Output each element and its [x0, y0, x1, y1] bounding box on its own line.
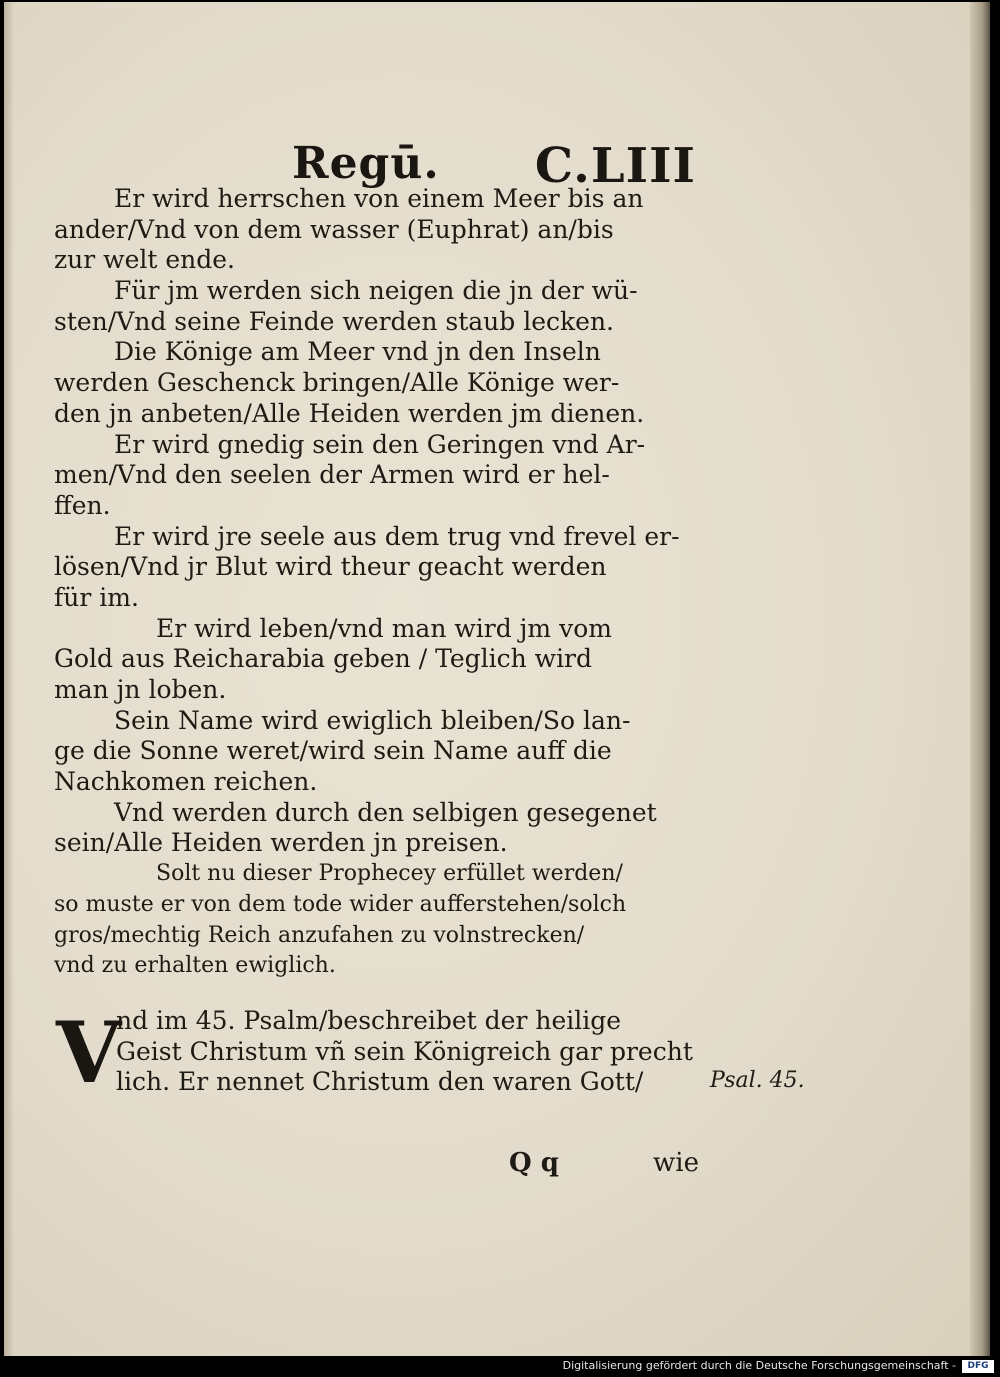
- text-line: ffen.: [54, 490, 111, 520]
- text-line: Er wird herrschen von einem Meer bis an: [114, 184, 644, 213]
- dfg-logo-icon: DFG: [962, 1360, 994, 1373]
- text-line: nd im 45. Psalm/beschreibet der heilige: [116, 1005, 622, 1035]
- text-line: zur welt ende.: [54, 245, 235, 275]
- text-line: für im.: [54, 582, 139, 612]
- text-line: men/Vnd den seelen der Armen wird er hel-: [54, 460, 610, 490]
- decorated-initial: V: [56, 1002, 122, 1102]
- text-line: ander/Vnd von dem wasser (Euphrat) an/bis: [54, 214, 614, 244]
- text-line: Die Könige am Meer vnd jn den Inseln: [114, 337, 601, 367]
- text-line: Gold aus Reicharabia geben / Teglich wird: [54, 644, 593, 674]
- signature-mark: Q q: [509, 1148, 559, 1178]
- body-text: [54, 184, 704, 1102]
- text-line: Sein Name wird ewiglich bleiben/So lan-: [114, 705, 631, 735]
- text-line: lösen/Vnd jr Blut wird theur geacht werden: [54, 552, 607, 582]
- commentary-block: [54, 859, 704, 982]
- text-line: werden Geschenck bringen/Alle Könige wer-: [54, 368, 620, 398]
- margin-note: Psal. 45.: [710, 1068, 805, 1093]
- text-line: sten/Vnd seine Feinde werden staub lecken.: [54, 306, 614, 336]
- text-line: Vnd werden durch den selbigen gesegenet: [114, 797, 657, 827]
- text-line: Für jm werden sich neigen die jn der wü-: [114, 276, 638, 306]
- text-line: Er wird gnedig sein den Geringen vnd Ar-: [114, 429, 646, 459]
- text-line: Nachkomen reichen.: [54, 767, 318, 797]
- text-line: man jn loben.: [54, 675, 227, 704]
- text-line: sein/Alle Heiden werden jn preisen.: [54, 828, 508, 858]
- running-head: Regū.: [292, 138, 440, 189]
- text-line: Solt nu dieser Prophecey erfüllet werden/: [156, 861, 623, 887]
- page-edge-shadow: [970, 2, 990, 1356]
- folio-number: C.LIII: [534, 138, 696, 194]
- book-page: [4, 2, 990, 1356]
- text-line: den jn anbeten/Alle Heiden werden jm dienen.: [54, 398, 645, 428]
- text-line: lich. Er nennet Christum den waren Gott/: [116, 1067, 644, 1097]
- text-line: so muste er von dem tode wider aufferstehen/solch: [54, 891, 627, 917]
- text-line: gros/mechtig Reich anzufahen zu volnstrecken/: [54, 922, 585, 948]
- dropcap-paragraph: [54, 1002, 704, 1102]
- funding-credit: Digitalisierung gefördert durch die Deutsche Forschungsgemeinschaft -: [562, 1359, 956, 1372]
- catchword: wie: [653, 1148, 699, 1178]
- text-line: vnd zu erhalten ewiglich.: [54, 953, 336, 979]
- text-line: Er wird leben/vnd man wird jm vom: [156, 613, 612, 643]
- text-line: ge die Sonne weret/wird sein Name auff die: [54, 736, 612, 766]
- text-line: Er wird jre seele aus dem trug vnd frevel er-: [114, 521, 680, 551]
- page-gutter-shadow: [4, 2, 14, 1356]
- text-line: Geist Christum vñ sein Königreich gar precht: [116, 1036, 693, 1066]
- digitization-footer: [0, 1356, 1000, 1377]
